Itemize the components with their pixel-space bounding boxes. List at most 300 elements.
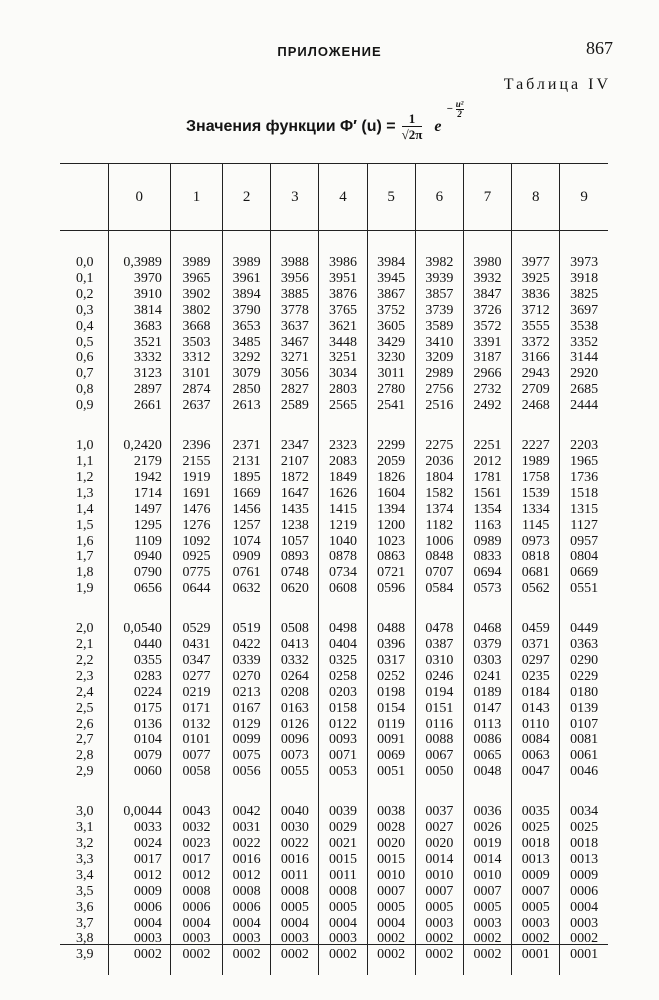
- table-cell: 1145: [521, 517, 550, 533]
- table-cell: 0224: [133, 684, 162, 700]
- table-cell: 0079: [133, 748, 162, 764]
- table-cell: 0005: [473, 899, 502, 915]
- value-column-1: [170, 609, 222, 792]
- column-header-6: 6: [415, 164, 463, 231]
- table-cell: 0404: [329, 637, 357, 653]
- table-cell: 0071: [329, 748, 357, 764]
- table-cell: 0151: [425, 700, 454, 716]
- table-cell: 0194: [425, 684, 454, 700]
- table-cell: 0056: [232, 764, 261, 780]
- table-cell: 0009: [521, 867, 550, 883]
- table-cell: 2920: [570, 366, 599, 382]
- table-cell: 0283: [133, 668, 162, 684]
- table-cell: 1965: [570, 453, 599, 469]
- table-cell: 3857: [425, 286, 454, 302]
- table-cell: 0010: [377, 867, 406, 883]
- table-cell: 0037: [425, 804, 454, 820]
- table-cell: 0065: [473, 748, 502, 764]
- value-column-8: [512, 609, 560, 792]
- table-cell: 2251: [473, 438, 502, 454]
- u-value: 3,5: [76, 883, 94, 899]
- table-cell: 0264: [280, 668, 309, 684]
- table-cell: 2444: [570, 398, 599, 414]
- table-cell: 0734: [329, 565, 357, 581]
- table-cell: 0229: [570, 668, 599, 684]
- table-cell: 1604: [377, 485, 406, 501]
- table-cell: 0002: [329, 947, 357, 963]
- table-cell: 3867: [377, 286, 406, 302]
- table-cell: 1315: [570, 501, 599, 517]
- table-cell: 3802: [182, 302, 211, 318]
- table-cell: 0043: [182, 804, 211, 820]
- table-cell: 0008: [329, 883, 357, 899]
- table-cell: 0154: [377, 700, 406, 716]
- table-cell: 0016: [280, 851, 309, 867]
- value-column-0: [108, 426, 170, 609]
- column-header-3: 3: [271, 164, 319, 231]
- table-cell: 0107: [570, 716, 599, 732]
- table-cell: 0003: [232, 931, 261, 947]
- table-cell: 0632: [232, 581, 261, 597]
- table-cell: 0136: [133, 716, 162, 732]
- table-cell: 2732: [473, 382, 502, 398]
- table-cell: 1023: [377, 533, 406, 549]
- table-cell: 0053: [329, 764, 357, 780]
- table-cell: 3448: [329, 334, 357, 350]
- table-cell: 2275: [425, 438, 454, 454]
- table-cell: 0029: [329, 820, 357, 836]
- table-cell: 0396: [377, 637, 406, 653]
- value-column-7: [463, 792, 511, 975]
- exp-base: e: [434, 118, 442, 136]
- table-cell: 0158: [329, 700, 357, 716]
- table-cell: 0015: [329, 851, 357, 867]
- table-cell: 2989: [425, 366, 454, 382]
- table-cell: 0110: [521, 716, 550, 732]
- table-cell: 0189: [473, 684, 502, 700]
- u-value: 1,6: [76, 533, 94, 549]
- table-cell: 1849: [329, 469, 357, 485]
- table-cell: 0086: [473, 732, 502, 748]
- table-cell: 0,0540: [123, 621, 162, 637]
- table-cell: 3410: [425, 334, 454, 350]
- table-cell: 0258: [329, 668, 357, 684]
- u-value: 2,7: [76, 732, 94, 748]
- table-cell: 0498: [329, 621, 357, 637]
- table-cell: 3765: [329, 302, 357, 318]
- table-cell: 0008: [280, 883, 309, 899]
- value-column-5: [367, 792, 415, 975]
- caption-text: Значения функции Φ′ (u) =: [186, 118, 396, 136]
- table-cell: 3209: [425, 350, 454, 366]
- table-cell: 0198: [377, 684, 406, 700]
- table-cell: 0051: [377, 764, 406, 780]
- value-column-3: [271, 426, 319, 609]
- table-cell: 0023: [182, 836, 211, 851]
- table-cell: 0656: [133, 581, 162, 597]
- value-column-9: [560, 231, 608, 427]
- table-cell: 0038: [377, 804, 406, 820]
- table-cell: 3989: [182, 255, 211, 270]
- table-cell: 0003: [473, 915, 502, 931]
- table-cell: 3668: [182, 318, 211, 334]
- table-cell: 0024: [133, 836, 162, 851]
- table-cell: 0184: [521, 684, 550, 700]
- table-cell: 0122: [329, 716, 357, 732]
- table-cell: 0008: [182, 883, 211, 899]
- column-header-u: [60, 164, 108, 231]
- table-cell: 2107: [280, 453, 309, 469]
- table-cell: 0957: [570, 533, 599, 549]
- value-column-3: [271, 792, 319, 975]
- table-cell: 0002: [473, 931, 502, 947]
- table-cell: 3712: [521, 302, 550, 318]
- u-value: 2,8: [76, 748, 94, 764]
- table-cell: 1561: [473, 485, 502, 501]
- u-value: 2,2: [76, 652, 94, 668]
- table-cell: 0003: [425, 915, 454, 931]
- value-column-0: [108, 792, 170, 975]
- table-cell: 1163: [473, 517, 502, 533]
- table-cell: 1582: [425, 485, 454, 501]
- table-cell: 1127: [570, 517, 598, 533]
- table-cell: 2516: [425, 398, 454, 414]
- table-cell: 3123: [133, 366, 162, 382]
- value-column-4: [319, 231, 367, 427]
- table-cell: 0379: [473, 637, 502, 653]
- table-cell: 0775: [182, 565, 211, 581]
- table-cell: 0694: [473, 565, 502, 581]
- value-column-2: [223, 792, 271, 975]
- table-cell: 0562: [521, 581, 550, 597]
- table-cell: 3572: [473, 318, 502, 334]
- table-cell: 1435: [280, 501, 309, 517]
- table-cell: 3790: [232, 302, 261, 318]
- table-cell: 3503: [182, 334, 211, 350]
- table-cell: 0006: [182, 899, 211, 915]
- table-row: [60, 231, 608, 427]
- u-value: 0,4: [76, 318, 94, 334]
- table-cell: 0063: [521, 748, 550, 764]
- table-cell: 0034: [570, 804, 599, 820]
- table-cell: 1415: [329, 501, 357, 517]
- table-cell: 0203: [329, 684, 357, 700]
- caption-fraction: [402, 112, 423, 143]
- table-cell: 3988: [280, 255, 309, 270]
- table-cell: 2827: [280, 382, 309, 398]
- u-value: 1,8: [76, 565, 94, 581]
- row-group: [60, 609, 608, 792]
- table-cell: 3961: [232, 270, 261, 286]
- table-cell: 0355: [133, 652, 162, 668]
- table-cell: 3332: [133, 350, 162, 366]
- table-cell: 3752: [377, 302, 406, 318]
- value-column-5: [367, 609, 415, 792]
- u-value-cell: [60, 231, 108, 427]
- column-header-4: 4: [319, 164, 367, 231]
- table-cell: 0002: [473, 947, 502, 963]
- u-value: 3,0: [76, 804, 94, 820]
- table-cell: 1895: [232, 469, 261, 485]
- table-cell: 1781: [473, 469, 502, 485]
- table-cell: 0387: [425, 637, 454, 653]
- table-cell: 0002: [425, 947, 454, 963]
- table-cell: 0036: [473, 804, 502, 820]
- table-cell: 0449: [570, 621, 599, 637]
- table-cell: 0608: [329, 581, 357, 597]
- table-cell: 3876: [329, 286, 357, 302]
- table-cell: 0013: [570, 851, 599, 867]
- table-cell: 1182: [425, 517, 454, 533]
- table-cell: 0003: [570, 915, 599, 931]
- table-cell: 3825: [570, 286, 599, 302]
- table-cell: 0032: [182, 820, 211, 836]
- u-value: 3,1: [76, 820, 94, 836]
- column-header-5: 5: [367, 164, 415, 231]
- table-cell: 3945: [377, 270, 406, 286]
- table-cell: 0005: [377, 899, 406, 915]
- table-cell: 0004: [280, 915, 309, 931]
- exp-denominator: 2: [457, 109, 462, 120]
- table-cell: 3977: [521, 255, 550, 270]
- u-value: 3,6: [76, 899, 94, 915]
- table-cell: 0025: [521, 820, 550, 836]
- table-cell: 0277: [182, 668, 211, 684]
- table-cell: 2131: [232, 453, 261, 469]
- table-cell: 0459: [521, 621, 550, 637]
- value-column-4: [319, 426, 367, 609]
- header-row: [60, 164, 608, 231]
- table-cell: 2227: [521, 438, 550, 454]
- table-cell: 0325: [329, 652, 357, 668]
- table-cell: 3918: [570, 270, 599, 286]
- table-cell: 0042: [232, 804, 261, 820]
- table-cell: 0005: [425, 899, 454, 915]
- table-cell: 3166: [521, 350, 550, 366]
- table-cell: 0047: [521, 764, 550, 780]
- u-value: 3,4: [76, 867, 94, 883]
- u-value: 3,8: [76, 931, 94, 947]
- table-cell: 0310: [425, 652, 454, 668]
- table-cell: 0290: [570, 652, 599, 668]
- table-cell: 0002: [232, 947, 261, 963]
- table-cell: 1238: [280, 517, 309, 533]
- u-value: 0,1: [76, 270, 94, 286]
- table-cell: 0022: [232, 836, 261, 851]
- table-cell: 0371: [521, 637, 550, 653]
- table-cell: 2299: [377, 438, 406, 454]
- table-cell: 0014: [473, 851, 502, 867]
- table-cell: 3885: [280, 286, 309, 302]
- table-cell: 3101: [182, 366, 211, 382]
- table-cell: 0007: [521, 883, 550, 899]
- table-cell: 3726: [473, 302, 502, 318]
- table-cell: 0488: [377, 621, 406, 637]
- table-cell: 0022: [280, 836, 309, 851]
- table-cell: 1626: [329, 485, 357, 501]
- table-cell: 0241: [473, 668, 502, 684]
- table-cell: 0069: [377, 748, 406, 764]
- value-column-1: [170, 792, 222, 975]
- table-cell: 0833: [473, 549, 502, 565]
- column-header-9: 9: [560, 164, 608, 231]
- table-cell: 1200: [377, 517, 406, 533]
- running-title: ПРИЛОЖЕНИЕ: [277, 44, 382, 59]
- table-cell: 1872: [280, 469, 309, 485]
- table-cell: 3372: [521, 334, 550, 350]
- table-cell: 0790: [133, 565, 162, 581]
- table-cell: 3521: [133, 334, 162, 350]
- table-cell: 0721: [377, 565, 406, 581]
- fraction-denominator: √2π: [401, 127, 423, 142]
- table-cell: 0573: [473, 581, 502, 597]
- table-cell: 2036: [425, 453, 454, 469]
- table-cell: 3485: [232, 334, 261, 350]
- table-cell: 0039: [329, 804, 357, 820]
- fraction-numerator: 1: [402, 112, 423, 127]
- table-cell: 0014: [425, 851, 454, 867]
- table-cell: 0761: [232, 565, 261, 581]
- table-cell: 2347: [280, 438, 309, 454]
- table-cell: 0005: [280, 899, 309, 915]
- value-column-1: [170, 426, 222, 609]
- value-column-0: [108, 231, 170, 427]
- table-cell: 0061: [570, 748, 599, 764]
- table-cell: 0046: [570, 764, 599, 780]
- table-cell: 3778: [280, 302, 309, 318]
- table-cell: 0017: [182, 851, 211, 867]
- table-cell: 0006: [133, 899, 162, 915]
- table-caption: [186, 99, 464, 143]
- table-cell: 1219: [329, 517, 357, 533]
- table-cell: 3910: [133, 286, 162, 302]
- table-cell: 0004: [232, 915, 261, 931]
- table-cell: 3621: [329, 318, 357, 334]
- table-cell: 0909: [232, 549, 261, 565]
- table-cell: 0025: [570, 820, 599, 836]
- table-cell: 2589: [280, 398, 309, 414]
- table-cell: 0002: [377, 947, 406, 963]
- value-column-9: [560, 609, 608, 792]
- table-cell: 0707: [425, 565, 454, 581]
- u-value: 2,1: [76, 637, 94, 653]
- table-cell: 2661: [133, 398, 162, 414]
- table-cell: 0012: [232, 867, 261, 883]
- u-value: 1,3: [76, 485, 94, 501]
- table-cell: 0011: [281, 867, 309, 883]
- table-cell: 3352: [570, 334, 599, 350]
- table-cell: 0033: [133, 820, 162, 836]
- table-cell: 0748: [280, 565, 309, 581]
- table-cell: 0804: [570, 549, 599, 565]
- table-cell: 2323: [329, 438, 357, 454]
- table-cell: 0006: [570, 883, 599, 899]
- table-cell: 0126: [280, 716, 309, 732]
- table-cell: 3984: [377, 255, 406, 270]
- u-value: 1,7: [76, 549, 94, 565]
- table-cell: 0132: [182, 716, 211, 732]
- column-header-1: 1: [170, 164, 222, 231]
- table-cell: 1826: [377, 469, 406, 485]
- table-cell: 3980: [473, 255, 502, 270]
- value-column-3: [271, 609, 319, 792]
- table-cell: 0,2420: [123, 438, 162, 454]
- table-cell: 3683: [133, 318, 162, 334]
- value-column-8: [512, 231, 560, 427]
- u-value-cell: [60, 792, 108, 975]
- table-cell: 3814: [133, 302, 162, 318]
- table-cell: 1040: [329, 533, 357, 549]
- table-cell: 0180: [570, 684, 599, 700]
- u-value: 2,9: [76, 764, 94, 780]
- table-cell: 2012: [473, 453, 502, 469]
- table-cell: 0925: [182, 549, 211, 565]
- table-cell: 2709: [521, 382, 550, 398]
- u-value: 0,9: [76, 398, 94, 414]
- table-cell: 3144: [570, 350, 599, 366]
- u-value: 1,2: [76, 469, 94, 485]
- table-cell: 1374: [425, 501, 454, 517]
- table-cell: 3187: [473, 350, 502, 366]
- table-cell: 0002: [133, 947, 162, 963]
- table-cell: 0101: [182, 732, 211, 748]
- table-cell: 0139: [570, 700, 599, 716]
- table-cell: 0004: [570, 899, 599, 915]
- table-cell: 0478: [425, 621, 454, 637]
- table-cell: 3697: [570, 302, 599, 318]
- table-cell: 0147: [473, 700, 502, 716]
- table-cell: 1647: [280, 485, 309, 501]
- table-cell: 0363: [570, 637, 599, 653]
- table-label: Таблица IV: [503, 76, 611, 93]
- table-cell: 1092: [182, 533, 211, 549]
- u-value: 3,9: [76, 947, 94, 963]
- table-cell: 1669: [232, 485, 261, 501]
- table-cell: 0055: [280, 764, 309, 780]
- table-cell: 3292: [232, 350, 261, 366]
- table-cell: 0620: [280, 581, 309, 597]
- table-cell: 0003: [280, 931, 309, 947]
- table-cell: 0077: [182, 748, 211, 764]
- table-cell: 0005: [521, 899, 550, 915]
- exp-fraction: [456, 100, 464, 119]
- table-cell: 0347: [182, 652, 211, 668]
- table-cell: 0940: [133, 549, 162, 565]
- table-cell: 0116: [425, 716, 454, 732]
- table-cell: 2874: [182, 382, 211, 398]
- u-value-cell: [60, 609, 108, 792]
- table-cell: 0007: [377, 883, 406, 899]
- table-cell: 0008: [232, 883, 261, 899]
- table-cell: 0175: [133, 700, 162, 716]
- table-cell: 0529: [182, 621, 211, 637]
- table-row: [60, 609, 608, 792]
- table-cell: 0002: [182, 947, 211, 963]
- u-value: 3,2: [76, 836, 94, 851]
- table-cell: 1476: [182, 501, 211, 517]
- table-cell: 0001: [521, 947, 550, 963]
- table-cell: 0270: [232, 668, 261, 684]
- table-cell: 0878: [329, 549, 357, 565]
- table-cell: 0551: [570, 581, 599, 597]
- table-cell: 0669: [570, 565, 599, 581]
- table-cell: 0219: [182, 684, 211, 700]
- value-column-7: [463, 609, 511, 792]
- value-column-4: [319, 792, 367, 975]
- table-cell: 1691: [182, 485, 211, 501]
- table-cell: 2780: [377, 382, 406, 398]
- table-cell: 0030: [280, 820, 309, 836]
